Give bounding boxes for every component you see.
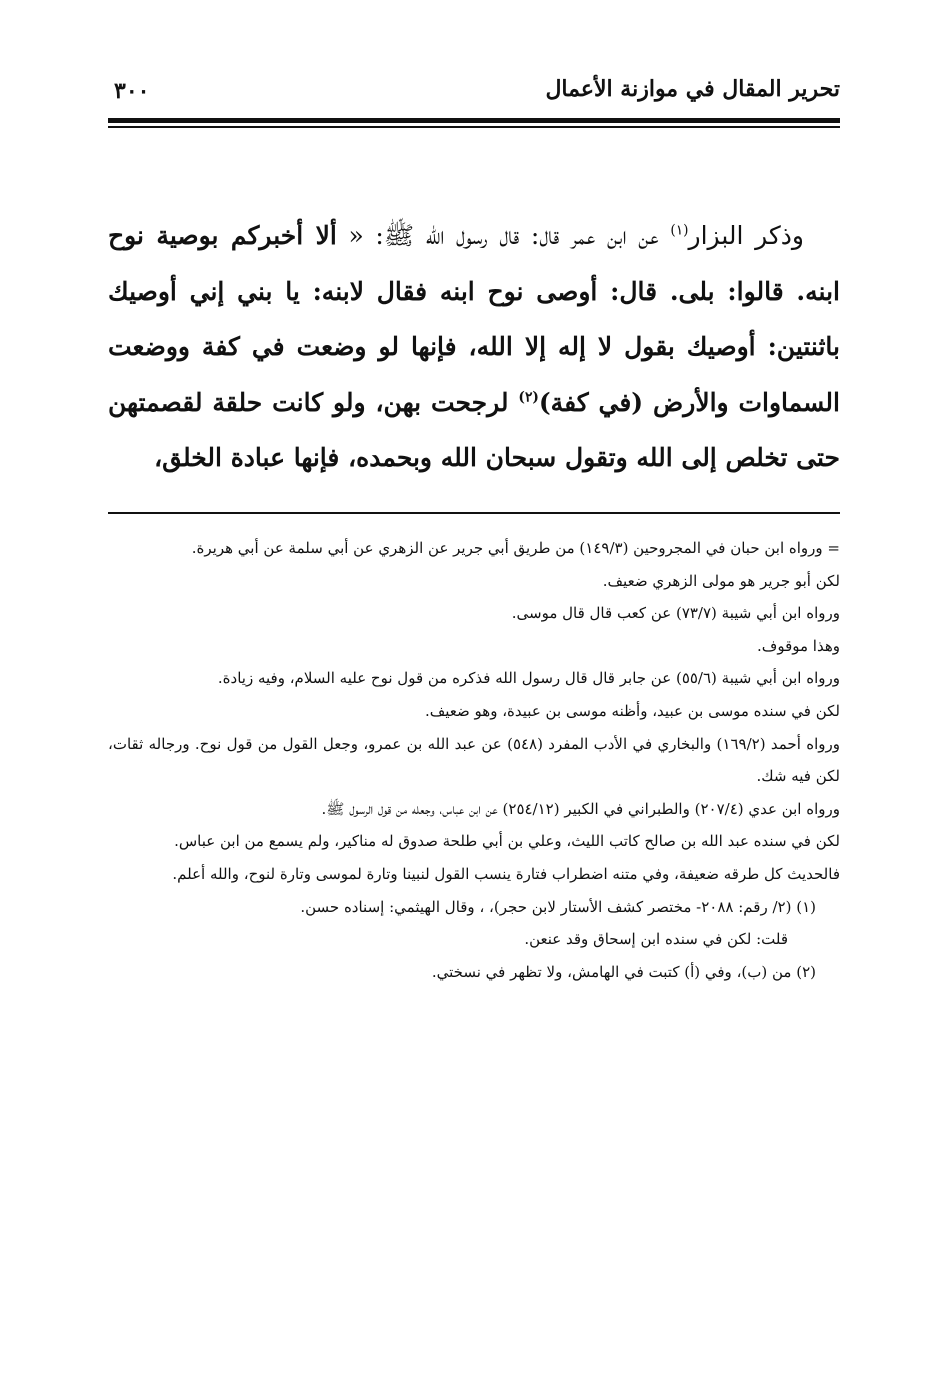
note-paragraph: ورواه ابن أبي شيبة (٥٥/٦) عن جابر قال قال رسول الله فذكره من قول نوح عليه السلام، وفيه زيادة. [217,669,840,688]
note-paragraph: فالحديث كل طرقه ضعيفة، وفي متنه اضطراب فتارة ينسب القول لنبينا وتارة لموسى وتارة لنوح، والله أعلم. [172,864,840,883]
footnote-1-comment: قلت: لكن في سنده ابن إسحاق وقد عنعن. [524,930,788,949]
header-rule-thin [108,126,840,128]
note-paragraph: لكن في سنده موسى بن عبيد، وأظنه موسى بن عبيدة، وهو ضعيف. [424,701,840,720]
main-text [108,208,840,486]
intro-text: وذكر البزار [688,221,804,250]
page-number: ٣٠٠ [114,78,150,104]
footnote-separator [108,512,840,514]
hadith-text-1: ألا أخبركم بوصية نوح ابنه. قالوا: بلى. قال: أوصى نوح ابنه فقال لابنه: يا بني إني أوصيك باثنتين: أوصيك بقول لا إله إلا الله، فإنها لو وضعت في كفة ووضعت السماوات والأرض (في كفة) [108,221,840,417]
footnote-ref-2: (٢) [518,389,539,406]
note-paragraph: ورواه أحمد (١٦٩/٢) والبخاري في الأدب المفرد (٥٤٨) عن عبد الله بن عمرو، وجعل القول من قول نوح. ورجاله ثقات، لكن فيه شك. [108,734,840,786]
intro-rest: عن ابن عمر قال: قال رسول الله ﷺ: « [336,221,671,250]
footnote-1: (١) (٢/ رقم: ٢٠٨٨- مختصر كشف الأستار لابن حجر)، ، وقال الهيثمي: إسناده حسن. [300,897,816,916]
footnote-2: (٢) من (ب)، وفي (أ) كتبت في الهامش، ولا تظهر في نسختي. [431,962,816,981]
running-title: تحرير المقال في موازنة الأعمال [545,76,840,102]
note-paragraph: ورواه ابن عدي (٢٠٧/٤) والطبراني في الكبير (٢٥٤/١٢) عن ابن عباس، وجعله من قول الرسول ﷺ. [321,799,840,818]
hadith-text-2: لرجحت بهن، ولو كانت حلقة لقصمتهن حتى تخلص إلى الله وتقول سبحان الله وبحمده، فإنها عبادة الخلق، [108,387,840,472]
header-rule-thick [108,118,840,123]
footnote-ref-1: (١) [670,222,689,239]
note-paragraph: وهذا موقوف. [757,636,840,655]
note-paragraph: ورواه ابن أبي شيبة (٧٣/٧) عن كعب قال قال موسى. [511,604,840,623]
note-paragraph: لكن في سنده عبد الله بن صالح كاتب الليث، وعلي بن أبي طلحة صدوق له مناكير، ولم يسمع من ابن عباس. [174,832,840,851]
page-header [108,76,840,116]
note-paragraph: لكن أبو جرير هو مولى الزهري ضعيف. [602,571,840,590]
note-paragraph: = ورواه ابن حبان في المجروحين (١٤٩/٣) من طريق أبي جرير عن الزهري عن أبي سلمة عن أبي هريرة. [191,539,840,557]
footnotes [108,532,840,988]
